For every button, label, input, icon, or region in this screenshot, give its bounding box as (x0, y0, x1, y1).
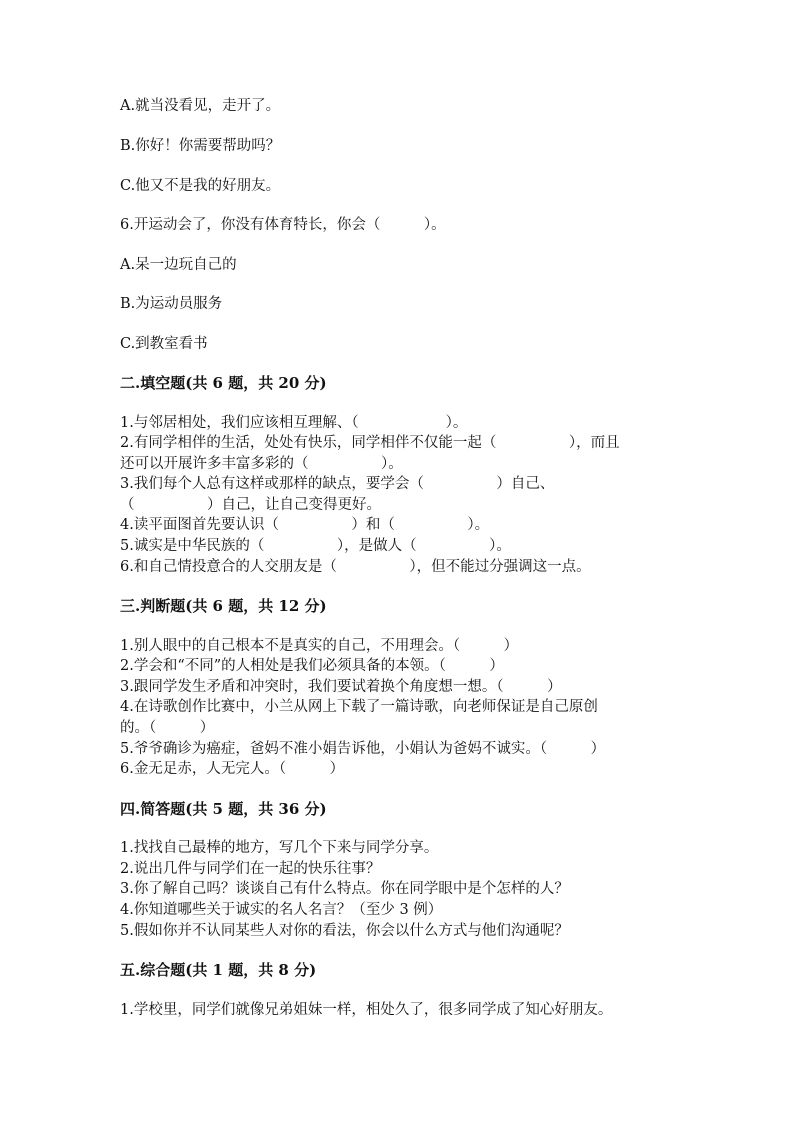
fill-line-5: （ ）自己，让自己变得更好。 (120, 497, 381, 513)
judge-line-7: 6.金无足赤，人无完人。（ ） (120, 761, 345, 777)
section-comp-title: 五.综合题(共 1 题，共 8 分) (120, 961, 317, 979)
short-line-3: 3.你了解自己吗？谈谈自己有什么特点。你在同学眼中是个怎样的人？ (120, 881, 569, 897)
section-judge-title: 三.判断题(共 6 题，共 12 分) (120, 597, 327, 615)
judge-line-1: 1.别人眼中的自己根本不是真实的自己，不用理会。（ ） (120, 638, 519, 654)
fill-line-8: 6.和自己情投意合的人交朋友是（ ），但不能过分强调这一点。 (120, 559, 591, 575)
short-line-1: 1.找找自己最棒的地方，写几个下来与同学分享。 (120, 840, 439, 856)
short-line-5: 5.假如你并不认同某些人对你的看法，你会以什么方式与他们沟通呢？ (120, 923, 569, 939)
short-line-2: 2.说出几件与同学们在一起的快乐往事？ (120, 861, 381, 877)
option-b-1: B.你好！你需要帮助吗？ (120, 138, 281, 154)
judge-line-4: 4.在诗歌创作比赛中，小兰从网上下载了一篇诗歌，向老师保证是自己原创 (120, 699, 598, 715)
section-fill-title: 二.填空题(共 6 题，共 20 分) (120, 374, 327, 392)
fill-line-3: 还可以开展许多丰富多彩的（ ）。 (120, 456, 403, 472)
fill-line-6: 4.读平面图首先要认识（ ）和（ ）。 (120, 517, 490, 533)
short-line-4: 4.你知道哪些关于诚实的名人名言？（至少 3 例） (120, 902, 443, 918)
question-6: 6.开运动会了，你没有体育特长，你会（ ）。 (120, 217, 446, 233)
fill-line-1: 1.与邻居相处，我们应该相互理解、（ ）。 (120, 415, 468, 431)
section-short-title: 四.简答题(共 5 题，共 36 分) (120, 800, 327, 818)
fill-line-4: 3.我们每个人总有这样或那样的缺点，要学会（ ）自己、 (120, 476, 555, 492)
judge-line-5: 的。（ ） (120, 720, 215, 736)
comp-line-1: 1.学校里，同学们就像兄弟姐妹一样，相处久了，很多同学成了知心好朋友。 (120, 1002, 613, 1018)
fill-line-7: 5.诚实是中华民族的（ ），是做人（ ）。 (120, 538, 511, 554)
option-c-1: C.他又不是我的好朋友。 (120, 178, 281, 194)
option-b-2: B.为运动员服务 (120, 296, 223, 312)
fill-line-2: 2.有同学相伴的生活，处处有快乐，同学相伴不仅能一起（ ），而且 (120, 435, 620, 451)
judge-line-3: 3.跟同学发生矛盾和冲突时，我们要试着换个角度想一想。（ ） (120, 679, 562, 695)
option-a-1: A.就当没看见，走开了。 (120, 98, 281, 114)
option-c-2: C.到教室看书 (120, 336, 208, 352)
judge-line-2: 2.学会和“不同”的人相处是我们必须具备的本领。（ ） (120, 658, 504, 674)
judge-line-6: 5.爷爷确诊为癌症，爸妈不准小娟告诉他，小娟认为爸妈不诚实。（ ） (120, 741, 606, 757)
option-a-2: A.呆一边玩自己的 (120, 257, 237, 273)
